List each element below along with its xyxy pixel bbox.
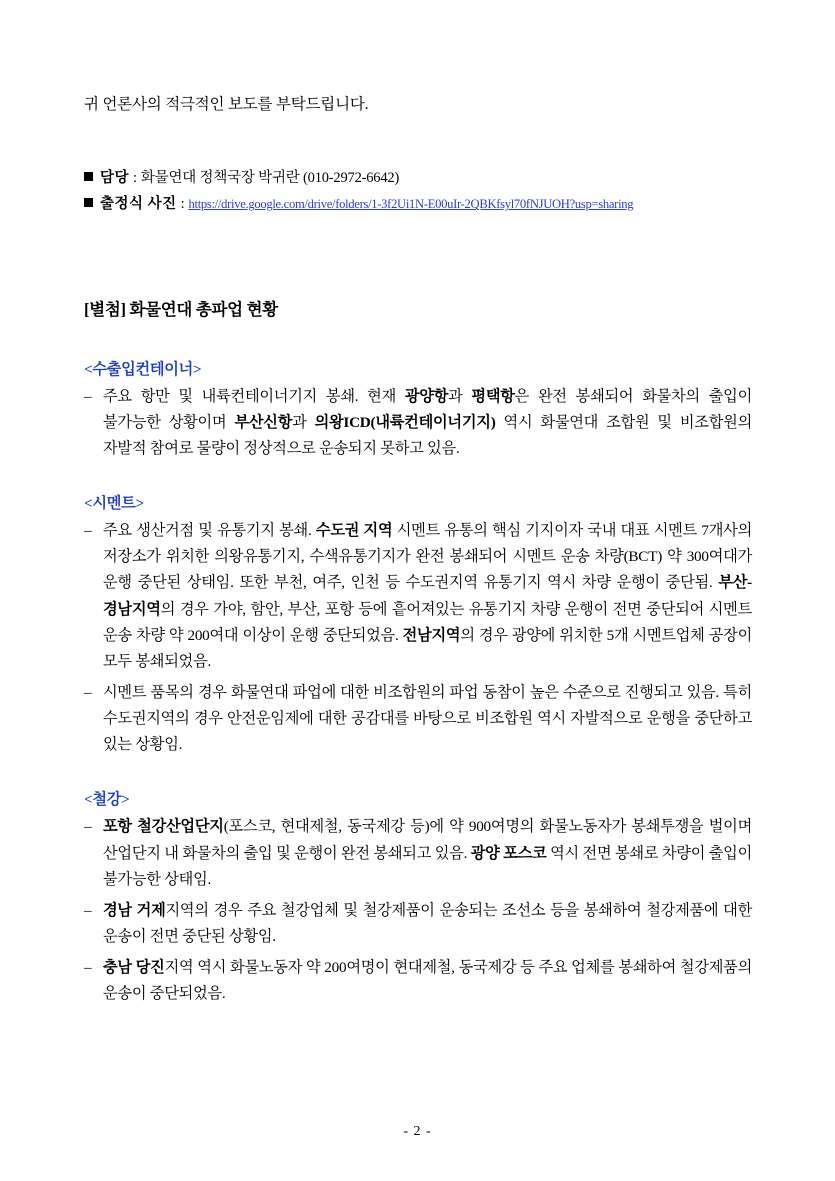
section-heading: <철강>: [84, 791, 130, 809]
square-bullet-icon: [84, 198, 93, 207]
list-item-text: 충남 당진지역 역시 화물노동자 약 200여명이 현대제철, 동국제강 등 주요 업체를 봉쇄하여 철강제품의 운송이 중단되었음.: [103, 959, 752, 1003]
dash-bullet-icon: –: [84, 684, 92, 702]
contact-separator: :: [133, 170, 137, 187]
contact-row-person: [84, 165, 752, 191]
page-number: - 2 -: [403, 1124, 432, 1139]
list-item-text: 포항 철강산업단지(포스코, 현대제철, 동국제강 등)에 약 900여명의 화물노동자가 봉쇄투쟁을 벌이며 산업단지 내 화물차의 출입 및 운행이 완전 봉쇄되고 있음. 광양 포스코 역시 전면 봉쇄로 차량이 출입이 불가능한 상태임.: [103, 818, 753, 888]
photo-drive-link[interactable]: https://drive.google.com/drive/folders/1-3f2Ui1N-E00uIr-2QBKfsyl70fNJUOH?usp=sharing: [188, 197, 634, 212]
square-bullet-icon: [84, 172, 93, 181]
contact-row-photos: [84, 191, 752, 217]
list-item-text: 주요 생산거점 및 유통기지 봉쇄. 수도권 지역 시멘트 유통의 핵심 기지이자 국내 대표 시멘트 7개사의 저장소가 위치한 의왕유통기지, 수색유통기지가 완전 봉쇄되어 시멘트 운송 차량(BCT) 약 300여대가 운행 중단된 상태임. 또한 부천, 여주, 인천 등 수도권지역 유통기지 역시 차량 운행이 중단됨. 부산-경남지역의 경우 가야, 함안, 부산, 포항 등에 흩어져있는 유통기지 차량 운행이 전면 중단되어 시멘트 운송 차량 약 200여대 이상이 운행 중단되었음. 전남지역의 경우 광양에 위치한 5개 시멘트업체 공장이 모두 봉쇄되었음.: [103, 522, 752, 670]
dash-bullet-icon: –: [84, 901, 92, 919]
list-item-text: 경남 거제지역의 경우 주요 철강업체 및 철강제품이 운송되는 조선소 등을 봉쇄하여 철강제품에 대한 운송이 전면 중단된 상황임.: [103, 901, 752, 946]
contact-label-photos: 출정식 사진: [100, 196, 177, 213]
contact-block: [84, 165, 752, 218]
dash-bullet-icon: –: [84, 959, 92, 977]
sections-container: [84, 358, 752, 1008]
intro-request-line: 귀 언론사의 적극적인 보도를 부탁드립니다.: [84, 96, 369, 113]
contact-value-person: 화물연대 정책국장 박귀란 (010-2972-6642): [140, 170, 400, 187]
list-item: [84, 518, 752, 675]
document-body: [84, 0, 752, 1007]
section-heading: <시멘트>: [84, 495, 144, 513]
list-item: [84, 955, 752, 1007]
dash-bullet-icon: –: [84, 522, 92, 540]
attachment-title: [별첨] 화물연대 총파업 현황: [84, 299, 278, 319]
dash-bullet-icon: –: [84, 387, 92, 405]
list-item-text: 주요 항만 및 내륙컨테이너기지 봉쇄. 현재 광양항과 평택항은 완전 봉쇄되어 화물차의 출입이 불가능한 상황이며 부산신항과 의왕ICD(내륙컨테이너기지) 역시 화물연대 조합원 및 비조합원의 자발적 참여로 물량이 정상적으로 운송되지 못하고 있음.: [103, 387, 752, 458]
list-item: [84, 384, 752, 462]
list-item-text: 시멘트 품목의 경우 화물연대 파업에 대한 비조합원의 파업 동참이 높은 수준으로 진행되고 있음. 특히 수도권지역의 경우 안전운임제에 대한 공감대를 바탕으로 비조합원 역시 자발적으로 운행을 중단하고 있는 상황임.: [103, 684, 752, 754]
contact-label-person: 담당: [100, 170, 130, 187]
list-item: [84, 814, 752, 892]
contact-separator: :: [180, 196, 185, 213]
list-item: [84, 680, 752, 758]
section-heading: <수출입컨테이너>: [84, 360, 202, 378]
dash-bullet-icon: –: [84, 818, 92, 836]
list-item: [84, 898, 752, 950]
